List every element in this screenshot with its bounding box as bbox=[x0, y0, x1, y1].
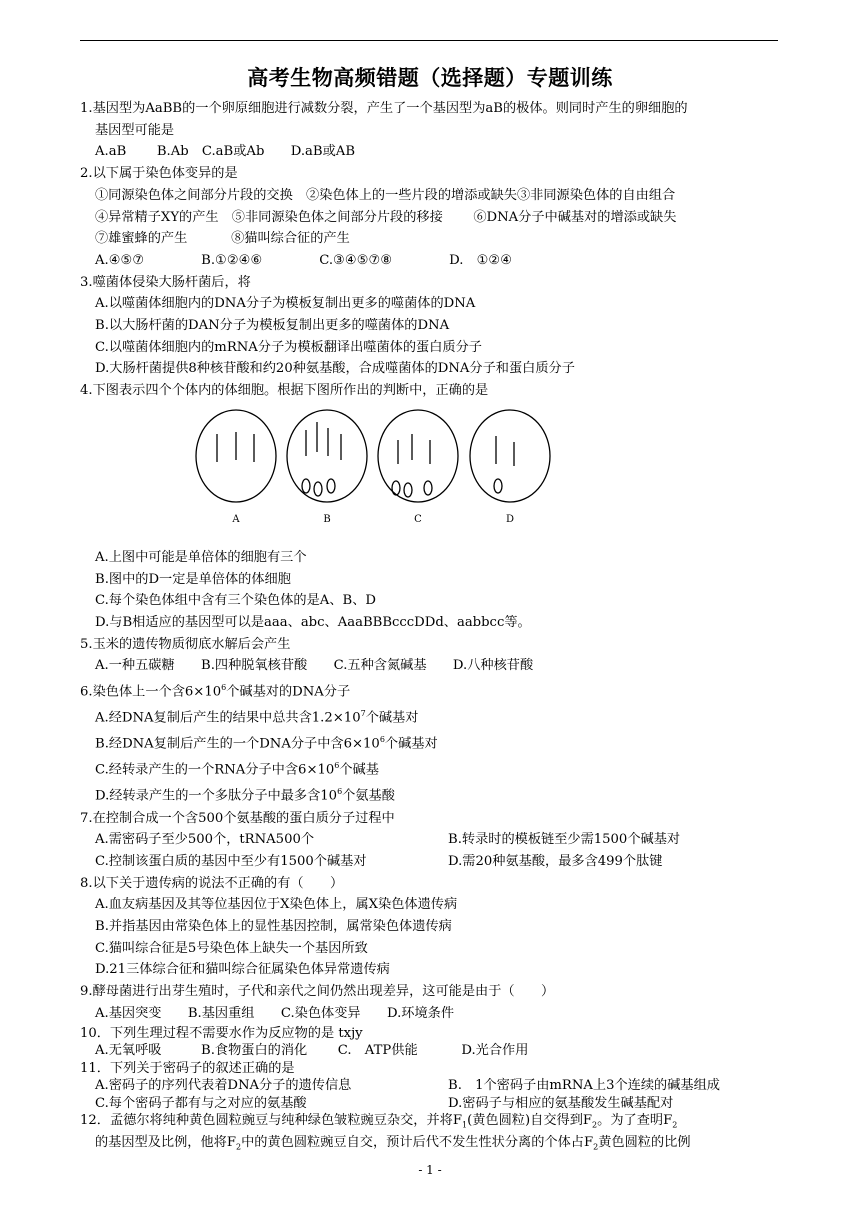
q8-option-d: D.21三体综合征和猫叫综合征属染色体异常遗传病 bbox=[95, 962, 390, 978]
q8-option-a: A.血友病基因及其等位基因位于X染色体上，属X染色体遗传病 bbox=[95, 897, 458, 913]
chromosome bbox=[404, 483, 412, 497]
q3-stem: 3.噬菌体侵染大肠杆菌后，将 bbox=[80, 274, 251, 290]
chromosome bbox=[302, 479, 310, 493]
q3-option-b: B.以大肠杆菌的DAN分子为模板复制出更多的噬菌体的DNA bbox=[95, 318, 450, 334]
q9-options: A.基因突变 B.基因重组 C.染色体变异 D.环境条件 bbox=[95, 1005, 455, 1021]
q6-option-a: A.经DNA复制后产生的结果中总共含$1.2\times 10^7$个碱基对 bbox=[95, 709, 419, 726]
q4-option-a: A.上图中可能是单倍体的细胞有三个 bbox=[95, 549, 307, 565]
q7-option-d: D.需20种氨基酸，最多含499个肽键 bbox=[448, 853, 663, 869]
q7-options-ab bbox=[80, 829, 780, 851]
q11-option-b: B. 1个密码子由mRNA上3个连续的碱基组成 bbox=[448, 1078, 720, 1094]
q12-line1: 12．孟德尔将纯种黄色圆粒豌豆与纯种绿色皱粒豌豆杂交，并将$F_1$(黄色圆粒)自交得到$F_2$。为了查明$F_2$ bbox=[80, 1113, 678, 1130]
q2-line2: ④异常精子XY的产生 ⑤非同源染色体之间部分片段的移接 ⑥DNA分子中碱基对的增添或缺失 bbox=[95, 209, 677, 225]
cell-diagram bbox=[190, 404, 610, 544]
chromosome bbox=[314, 482, 322, 496]
q11-option-d: D.密码子与相应的氨基酸发生碱基配对 bbox=[448, 1095, 674, 1111]
q4-option-c: C.每个染色体组中含有三个染色体的是A、B、D bbox=[95, 593, 376, 609]
q11-options-cd bbox=[80, 1095, 780, 1113]
q3-option-c: C.以噬菌体细胞内的mRNA分子为模板翻译出噬菌体的蛋白质分子 bbox=[95, 339, 482, 355]
question-list bbox=[80, 98, 780, 1156]
q7-option-c: C.控制该蛋白质的基因中至少有1500个碱基对 bbox=[95, 853, 367, 869]
q1-options: A.aB B.Ab C.aB或Ab D.aB或AB bbox=[95, 144, 356, 160]
q1-stem-cont: 基因型可能是 bbox=[95, 122, 175, 138]
q8-option-c: C.猫叫综合征是5号染色体上缺失一个基因所致 bbox=[95, 940, 368, 956]
q6-option-c: C.经转录产生的一个RNA分子中含$6\times 10^6$个碱基 bbox=[95, 761, 379, 778]
cell-d bbox=[470, 410, 550, 502]
chromosome bbox=[392, 481, 400, 495]
q4-option-b: B.图中的D一定是单倍体的体细胞 bbox=[95, 571, 291, 587]
cell-label-d: D bbox=[505, 513, 515, 525]
q2-line3: ⑦雄蜜蜂的产生 ⑧猫叫综合征的产生 bbox=[95, 231, 350, 247]
q12-line2: 的基因型及比例，他将$F_2$中的黄色圆粒豌豆自交，预计后代不发生性状分离的个体占$F_2$黄色圆粒的比例 bbox=[95, 1135, 691, 1152]
q3-option-d: D.大肠杆菌提供8种核苷酸和约20种氨基酸，合成噬菌体的DNA分子和蛋白质分子 bbox=[95, 361, 575, 377]
q7-stem: 7.在控制合成一个含500个氨基酸的蛋白质分子过程中 bbox=[80, 810, 395, 826]
q9-stem: 9.酵母菌进行出芽生殖时，子代和亲代之间仍然出现差异，这可能是由于（ ） bbox=[80, 984, 555, 1000]
q7-option-b: B.转录时的模板链至少需1500个碱基对 bbox=[448, 832, 681, 848]
q2-stem: 2.以下属于染色体变异的是 bbox=[80, 166, 238, 182]
cell-label-b: B bbox=[323, 513, 331, 525]
q6-option-b: B.经DNA复制后产生的一个DNA分子中含$6\times 10^6$个碱基对 bbox=[95, 735, 438, 752]
chromosome bbox=[424, 481, 432, 495]
cell-figure bbox=[80, 402, 780, 547]
q4-stem: 4.下图表示四个个体内的体细胞。根据下图所作出的判断中，正确的是 bbox=[80, 383, 489, 399]
q5-options: A.一种五碳糖 B.四种脱氧核苷酸 C.五种含氮碱基 D.八种核苷酸 bbox=[95, 658, 534, 674]
q11-option-a: A.密码子的序列代表着DNA分子的遗传信息 bbox=[95, 1078, 352, 1094]
q6-option-d: D.经转录产生的一个多肽分子中最多含$10^6$个氨基酸 bbox=[95, 787, 395, 804]
cell-label-a: A bbox=[232, 513, 240, 525]
q2-line1: ①同源染色体之间部分片段的交换 ②染色体上的一些片段的增添或缺失③非同源染色体的自由组合 bbox=[95, 187, 676, 203]
chromosome bbox=[327, 479, 335, 493]
q10-options: A.无氧呼吸 B.食物蛋白的消化 C. ATP供能 D.光合作用 bbox=[95, 1043, 529, 1059]
page-title: 高考生物高频错题（选择题）专题训练 bbox=[247, 66, 613, 90]
q8-stem: 8.以下关于遗传病的说法不正确的有（ ） bbox=[80, 875, 344, 891]
q11-option-c: C.每个密码子都有与之对应的氨基酸 bbox=[95, 1095, 307, 1111]
cell-c bbox=[378, 410, 458, 502]
q11-options-ab bbox=[80, 1077, 780, 1095]
q4-option-d: D.与B相适应的基因型可以是aaa、abc、AaaBBBcccDDd、aabbcc等。 bbox=[95, 614, 531, 630]
q6-stem: 6.染色体上一个含$6\times 10^6$个碱基对的DNA分子 bbox=[80, 683, 351, 700]
q7-options-cd bbox=[80, 851, 780, 873]
q3-option-a: A.以噬菌体细胞内的DNA分子为模板复制出更多的噬菌体的DNA bbox=[95, 296, 476, 312]
q2-options: A.④⑤⑦ B.①②④⑥ C.③④⑤⑦⑧ D. ①②④ bbox=[95, 252, 513, 268]
header-rule bbox=[80, 40, 778, 41]
cell-label-c: C bbox=[414, 513, 422, 525]
q5-stem: 5.玉米的遗传物质彻底水解后会产生 bbox=[80, 636, 291, 652]
q8-option-b: B.并指基因由常染色体上的显性基因控制，属常染色体遗传病 bbox=[95, 919, 452, 935]
q11-stem: 11．下列关于密码子的叙述正确的是 bbox=[80, 1060, 295, 1076]
page-number: - 1 - bbox=[418, 1163, 442, 1177]
q10-stem: 10．下列生理过程不需要水作为反应物的是 txjy bbox=[80, 1025, 363, 1041]
chromosome bbox=[494, 479, 502, 493]
q7-option-a: A.需密码子至少500个，tRNA500个 bbox=[95, 832, 315, 848]
q1-stem: 1.基因型为AaBB的一个卵原细胞进行减数分裂，产生了一个基因型为aB的极体。则同时产生的卵细胞的 bbox=[80, 101, 688, 116]
